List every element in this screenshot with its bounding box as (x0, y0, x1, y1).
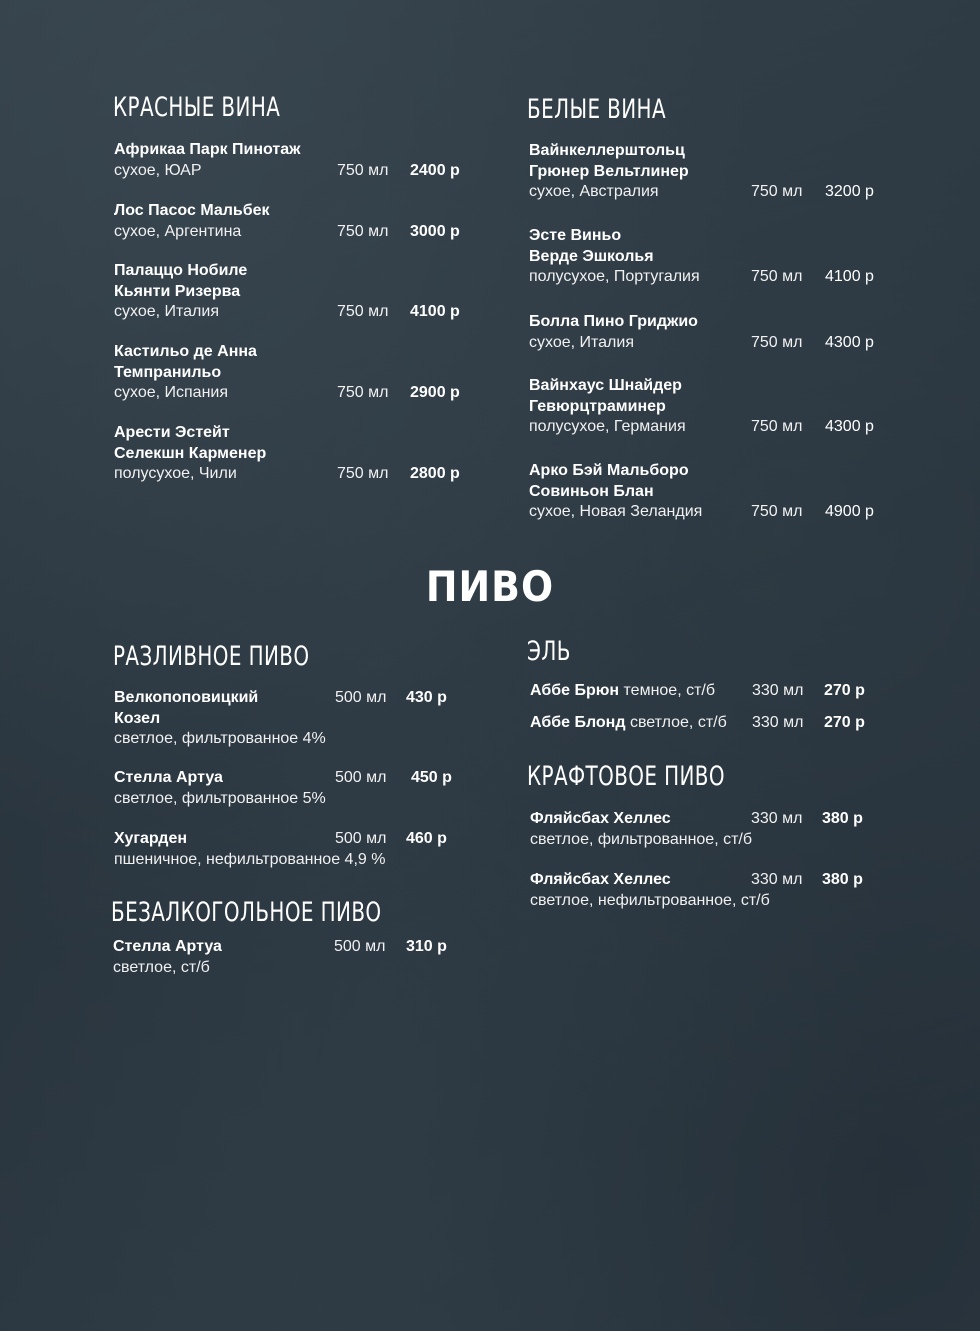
item-volume: 750 мл (751, 268, 803, 285)
item-price: 380 р (822, 871, 863, 888)
item-price: 450 р (411, 769, 452, 786)
item-volume: 500 мл (334, 938, 386, 955)
item-name: Африкаа Парк Пинотаж (114, 141, 301, 158)
item-volume: 330 мл (751, 810, 803, 827)
item-price: 3000 р (410, 222, 460, 240)
draft-beer-heading: РАЗЛИВНОЕ ПИВО (113, 641, 310, 672)
menu-item (530, 713, 890, 734)
item-name: Грюнер Вельтлинер (529, 162, 689, 180)
item-volume: 500 мл (335, 689, 387, 706)
item-volume: 500 мл (335, 830, 387, 847)
menu-item (114, 423, 474, 485)
item-name: Верде Эшколья (529, 247, 654, 265)
item-name: Вайнкеллерштольц (529, 142, 685, 159)
item-volume: 330 мл (752, 714, 804, 731)
item-price: 4300 р (825, 333, 874, 351)
item-name: Фляйсбах Хеллес (530, 871, 671, 888)
item-volume: 750 мл (751, 333, 803, 351)
item-volume: 750 мл (751, 183, 803, 200)
menu-item (114, 829, 474, 870)
item-price: 4100 р (825, 268, 874, 285)
item-name: Селекшн Карменер (114, 444, 267, 462)
item-desc: пшеничное, нефильтрованное 4,9 % (114, 850, 386, 868)
craft-beer-heading: КРАФТОВОЕ ПИВО (527, 761, 725, 792)
menu-item (529, 376, 889, 438)
menu-item (530, 870, 890, 911)
menu-item (114, 768, 474, 809)
item-desc: сухое, Австралия (529, 183, 659, 200)
item-volume: 330 мл (752, 682, 804, 699)
item-name: Эсте Виньо (529, 227, 622, 244)
item-volume: 750 мл (337, 384, 389, 401)
menu-item (530, 809, 890, 850)
item-price: 310 р (406, 938, 447, 955)
white-wines-heading: БЕЛЫЕ ВИНА (527, 94, 666, 125)
item-name: Стелла Артуа (113, 938, 222, 955)
item-desc: сухое, Испания (114, 384, 229, 401)
menu-item (529, 226, 889, 288)
item-name: Хугарден (114, 830, 188, 847)
item-desc: темное, ст/б (623, 682, 716, 699)
non-alcoholic-heading: БЕЗАЛКОГОЛЬНОЕ ПИВО (111, 897, 382, 928)
item-volume: 750 мл (337, 161, 389, 179)
item-desc: сухое, Новая Зеландия (529, 503, 703, 520)
item-volume: 750 мл (337, 222, 389, 240)
item-name: Аббе Брюн (530, 682, 620, 699)
item-name: Арко Бэй Мальборо (529, 462, 689, 479)
menu-item (529, 141, 889, 203)
item-price: 270 р (824, 682, 865, 699)
menu-item (529, 312, 889, 353)
item-price: 4300 р (825, 418, 874, 435)
item-volume: 750 мл (337, 303, 389, 320)
item-volume: 500 мл (335, 769, 387, 786)
item-price: 2900 р (410, 384, 460, 401)
item-volume: 750 мл (751, 503, 803, 520)
item-name: Велкопоповицкий (114, 689, 259, 706)
item-price: 460 р (406, 830, 447, 847)
menu-item (114, 261, 474, 323)
menu-item (114, 201, 474, 242)
item-desc: светлое, фильтрованное 5% (114, 789, 326, 807)
item-desc: сухое, Италия (529, 333, 634, 351)
item-name: Темпранильо (114, 363, 222, 381)
item-desc: сухое, ЮАР (114, 161, 202, 179)
item-name: Вайнхаус Шнайдер (529, 377, 682, 394)
item-desc: полусухое, Германия (529, 418, 686, 435)
item-name: Лос Пасос Мальбек (114, 202, 270, 219)
item-name: Кьянти Ризерва (114, 282, 241, 300)
item-desc: сухое, Аргентина (114, 222, 242, 240)
item-desc: полусухое, Португалия (529, 268, 700, 285)
item-price: 4100 р (410, 303, 460, 320)
menu-item (113, 937, 473, 978)
item-name: Арести Эстейт (114, 424, 230, 441)
item-desc: светлое, фильтрованное, ст/б (530, 830, 753, 848)
item-desc: светлое, фильтрованное 4% (114, 730, 326, 747)
item-volume: 330 мл (751, 871, 803, 888)
item-volume: 750 мл (751, 418, 803, 435)
item-price: 2800 р (410, 465, 460, 482)
item-price: 2400 р (410, 161, 460, 179)
item-desc: сухое, Италия (114, 303, 219, 320)
item-desc: светлое, ст/б (629, 714, 727, 731)
ale-heading: ЭЛЬ (527, 636, 571, 667)
menu-item (114, 342, 474, 404)
item-price: 4900 р (825, 503, 874, 520)
menu-item (530, 681, 890, 702)
item-desc: светлое, нефильтрованное, ст/б (530, 891, 770, 909)
item-name: Палаццо Нобиле (114, 262, 248, 279)
menu-item (114, 140, 474, 181)
item-price: 430 р (406, 689, 447, 706)
item-name: Болла Пино Гриджио (529, 313, 698, 330)
red-wines-heading: КРАСНЫЕ ВИНА (113, 92, 281, 123)
item-name: Стелла Артуа (114, 769, 223, 786)
menu-item (114, 688, 474, 750)
item-name: Козел (114, 709, 161, 727)
item-price: 380 р (822, 810, 863, 827)
item-name: Фляйсбах Хеллес (530, 810, 671, 827)
item-name: Гевюрцтраминер (529, 397, 666, 415)
item-name: Аббе Блонд (530, 714, 626, 731)
beer-title: ПИВО (425, 562, 555, 611)
item-price: 270 р (824, 714, 865, 731)
item-name: Кастильо де Анна (114, 343, 257, 360)
menu-item (529, 461, 889, 523)
item-volume: 750 мл (337, 465, 389, 482)
item-price: 3200 р (825, 183, 874, 200)
item-name: Совиньон Блан (529, 482, 654, 500)
item-desc: полусухое, Чили (114, 465, 237, 482)
item-desc: светлое, ст/б (113, 958, 210, 976)
